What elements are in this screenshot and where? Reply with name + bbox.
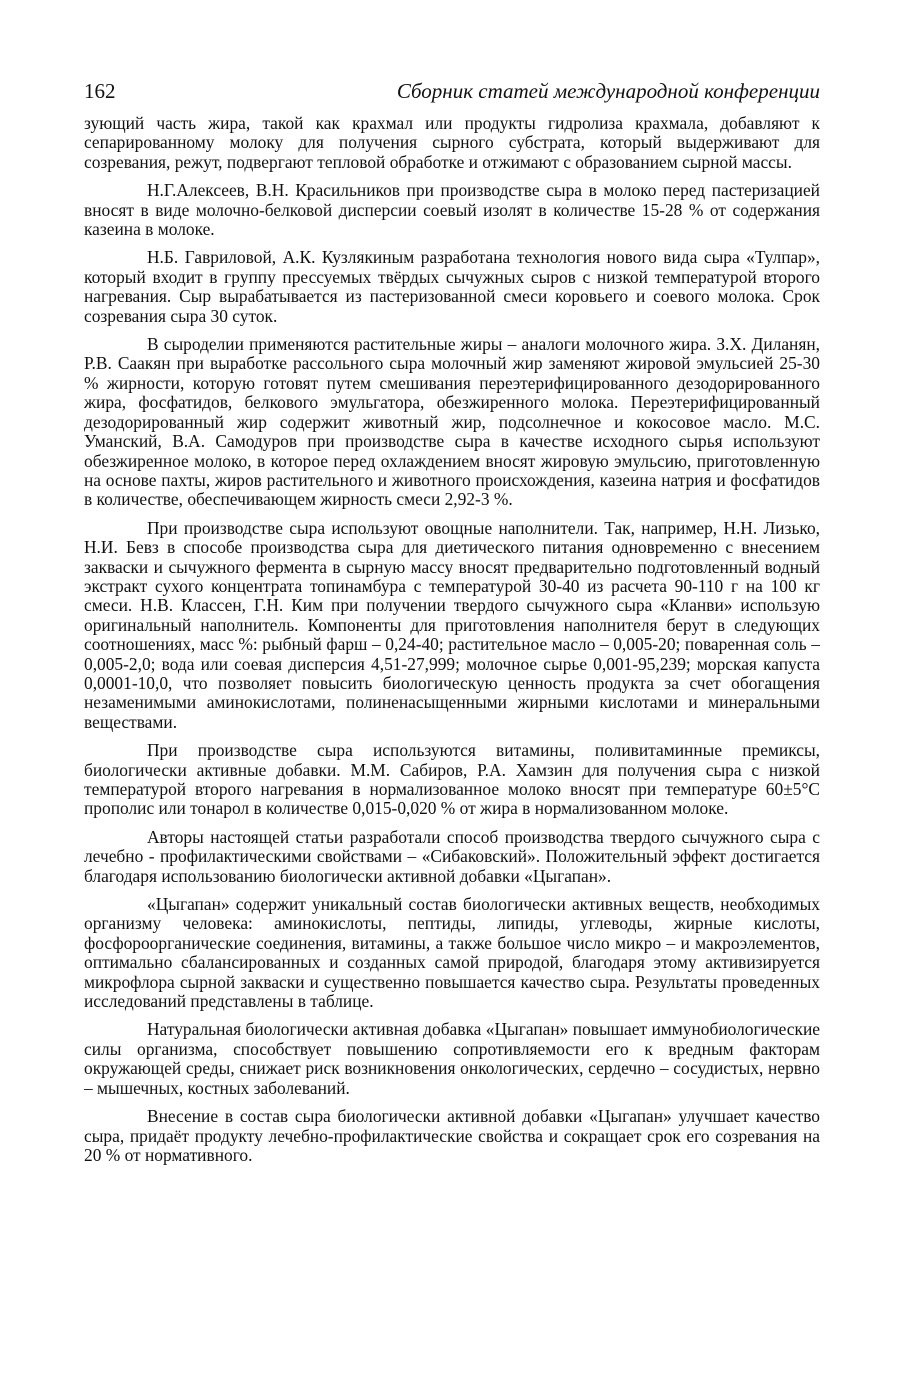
page-number: 162 [84,79,116,103]
paragraph-soy-isolate: Н.Г.Алексеев, В.Н. Красильников при производстве сыра в молоко перед пастеризацией вносят в виде молочно-белковой дисперсии соевый изолят в количестве 15-28 % от содержания казеина в молоке. [84,180,820,240]
paragraph-continuation: зующий часть жира, такой как крахмал или продукты гидролиза крахмала, добавляют к сепарированному молоку для получения сырного субстрата, который выдерживают для созревания, режут, подвергают тепловой обработке и отжимают с образованием сырной массы. [84,113,820,172]
document-page [84,78,820,1174]
page-header [84,78,820,104]
paragraph-vegetable-fats: В сыроделии применяются растительные жиры – аналоги молочного жира. З.Х. Диланян, Р.В. Саакян при выработке рассольного сыра молочный жир заменяют жировой эмульсией 25-30 % жирности, которую готовят путем смешивания переэтерифицированного дезодорированного жира, фосфатидов, белкового эмульгатора, обезжиренного молока. Переэтерифицированный дезодорированный жир содержит животный жир, подсолнечное и кокосовое масло. М.С. Уманский, В.А. Самодуров при производстве сыра в качестве исходного сырья используют обезжиренное молоко, в которое перед охлаждением вносят жировую эмульсию, приготовленную на основе пахты, жиров растительного и животного происхождения, казеина натрия и фосфатидов в количестве, обеспечивающем жирность смеси 2,92-3 %. [84,334,820,510]
paragraph-tsygapan-composition: «Цыгапан» содержит уникальный состав биологически активных веществ, необходимых организму человека: аминокислоты, пептиды, липиды, углеводы, жирные кислоты, фосфороорганические соединения, витамины, а также большое число микро – и макроэлементов, оптимально сбалансированных и созданных самой природой, благодаря этому активизируется микрофлора сырной закваски и существенно повышается качество сыра. Результаты проведенных исследований представлены в таблице. [84,894,820,1012]
paragraph-vegetable-fillers: При производстве сыра используют овощные наполнители. Так, например, Н.Н. Лизько, Н.И. Бевз в способе производства сыра для диетического питания одновременно с внесением закваски и сычужного фермента в сырную массу вносят предварительно подготовленный водный экстракт сухого концентрата топинамбура с температурой 30-40 из расчета 90-110 г на 100 кг смеси. Н.В. Классен, Г.Н. Ким при получении твердого сычужного сыра «Кланви» использую оригинальный наполнитель. Компоненты для приготовления наполнителя берут в следующих соотношениях, масс %: рыбный фарш – 0,24-40; растительное масло – 0,005-20; поваренная соль – 0,005-2,0; вода или соевая дисперсия 4,51-27,999; молочное сырье 0,001-95,239; морская капуста 0,0001-10,0, что позволяет повысить биологическую ценность продукта за счет обогащения незаменимыми аминокислотами, полиненасыщенными жирными кислотами и минеральными веществами. [84,517,820,732]
running-title: Сборник статей международной конференции [396,79,820,103]
paragraph-sibakovsky: Авторы настоящей статьи разработали способ производства твердого сычужного сыра с лечебно - профилактическими свойствами – «Сибаковский». Положительный эффект достигается благодаря использованию биологически активной добавки «Цыгапан». [84,826,820,886]
paragraph-conclusion: Внесение в состав сыра биологически активной добавки «Цыгапан» улучшает качество сыра, придаёт продукту лечебно-профилактические свойства и сокращает срок его созревания на 20 % от нормативного. [84,1106,820,1165]
article-body [84,114,820,1165]
paragraph-tsygapan-effects: Натуральная биологически активная добавка «Цыгапан» повышает иммунобиологические силы организма, способствует повышению сопротивляемости его к вредным факторам окружающей среды, снижает риск возникновения онкологических, сердечно – сосудистых, нервно – мышечных, костных заболеваний. [84,1019,820,1098]
paragraph-tulpar: Н.Б. Гавриловой, А.К. Кузлякиным разработана технология нового вида сыра «Тулпар», который входит в группу прессуемых твёрдых сычужных сыров с низкой температурой второго нагревания. Сыр вырабатывается из пастеризованной смеси коровьего и соевого молока. Срок созревания сыра 30 суток. [84,247,820,326]
paragraph-vitamins: При производстве сыра используются витамины, поливитаминные премиксы, биологически активные добавки. М.М. Сабиров, Р.А. Хамзин для получения сыра с низкой температурой второго нагревания в нормализованное молоко вносят при температуре 60±5°С прополис или тонарол в количестве 0,015-0,020 % от жира в нормализованном молоке. [84,740,820,819]
